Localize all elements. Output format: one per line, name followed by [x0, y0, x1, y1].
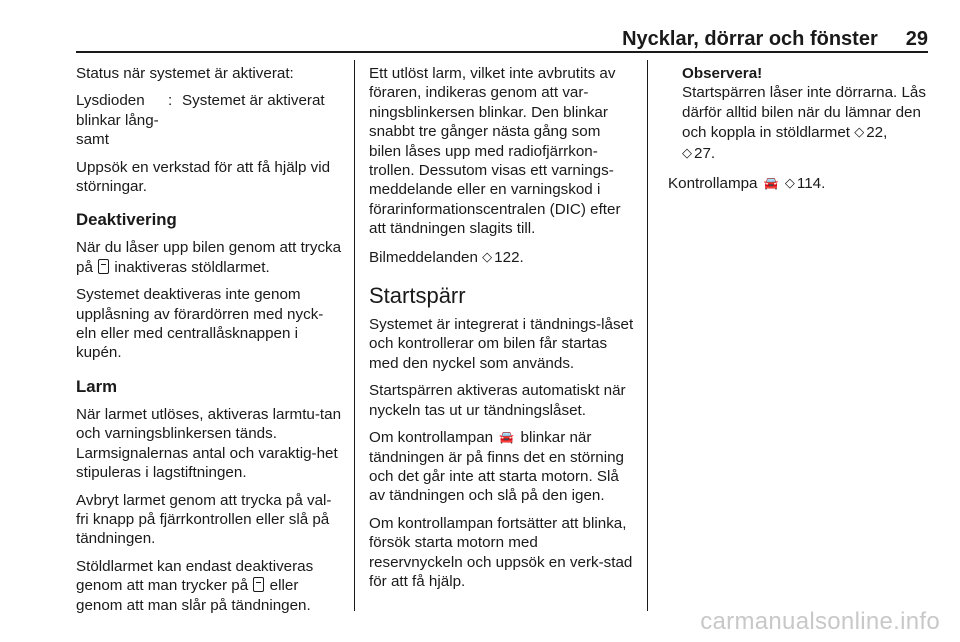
reference-arrow-icon: ◇: [682, 144, 692, 160]
note-text: Startspärren låser inte dörrarna. Lås därför alltid bilen när du lämnar den och koppla in stöldlarmet: [682, 84, 926, 142]
startsparr-paragraph-4: Om kontrollampan fortsätter att blinka, försök starta motorn med reservnyckeln och uppsök en verk-stad för att få hjälp.: [369, 514, 633, 590]
column-1: [76, 64, 342, 623]
column-divider-1: [354, 60, 355, 611]
kontrollampa-text: Kontrollampa: [668, 175, 758, 193]
column-2: [369, 64, 635, 599]
reference-arrow-icon: ◇: [854, 124, 865, 140]
kontrollampa-reference: [668, 173, 930, 193]
deact-text-a: När du låser upp bilen genom att trycka på: [76, 239, 342, 276]
heading-startsparr: Startspärr: [369, 283, 466, 309]
note-body: [682, 83, 930, 163]
larm-paragraph-1: När larmet utlöses, aktiveras larmtu-tan och varningsblinkersen tänds. Larmsignalernas antal och varaktig-het stipuleras i lagstiftningen.: [76, 405, 342, 482]
deact-text-b: inaktiveras stöldlarmet.: [114, 258, 270, 276]
column-3: [668, 64, 930, 201]
page-link-122[interactable]: 122.: [494, 248, 524, 266]
page-link-27[interactable]: 27.: [694, 144, 716, 162]
larm3-text-a: Stöldlarmet kan endast deaktiveras genom att man trycker på: [76, 557, 314, 595]
status-separator: :: [168, 92, 173, 110]
reference-arrow-icon: ◇: [482, 248, 493, 264]
status-intro: Status när systemet är aktiverat:: [76, 65, 294, 82]
site-watermark: carmanualsonline.info: [700, 608, 940, 635]
status-table-row: [76, 91, 342, 149]
startsparr-paragraph-2: Startspärren aktiveras automatiskt när nyckeln tas ut ur tändningslåset.: [369, 382, 626, 419]
heading-deaktivering: Deaktivering: [76, 210, 177, 230]
page-header: [76, 28, 928, 50]
note-title: Observera!: [682, 65, 763, 82]
header-rule: [76, 51, 928, 53]
larm3-text-b: eller genom att man slår på tändningen.: [76, 577, 311, 614]
heading-larm: Larm: [76, 376, 118, 396]
reference-arrow-icon: ◇: [784, 175, 795, 191]
immobilizer-lamp-icon: 🚘: [763, 176, 779, 191]
chapter-title: Nycklar, dörrar och fönster: [622, 28, 878, 50]
deact-paragraph-2: Systemet deaktiveras inte genom upplåsning av förardörren med nyck-eln eller med centrallåsknappen i kupén.: [76, 286, 324, 362]
larm-paragraph-2: Avbryt larmet genom att trycka på val-fri knapp på fjärrkontrollen eller slå på tändningen.: [76, 491, 332, 548]
column-divider-2: [647, 60, 648, 611]
startsparr-paragraph-3: [369, 428, 635, 506]
status-key: Lysdioden blinkar lång-samt: [76, 92, 159, 149]
page-link-22[interactable]: 22,: [866, 124, 888, 142]
startsparr-paragraph-1: Systemet är integrerat i tändnings-låset och kontrollerar om bilen får startas med den nyckel som används.: [369, 316, 634, 372]
page-number: 29: [905, 28, 928, 50]
bilmeddelanden-text: Bilmeddelanden: [369, 248, 478, 266]
status-value: Systemet är aktiverat: [182, 92, 325, 110]
sp3-text-a: Om kontrollampan: [369, 429, 494, 447]
bilmeddelanden-reference: [369, 247, 635, 267]
sp3-text-b: blinkar när tändningen är på finns det en störning och det går inte att starta motorn. Slå av tändningen och slå på den igen.: [369, 429, 624, 505]
alarm-triggered-paragraph: Ett utlöst larm, vilket inte avbrutits av föraren, indikeras genom att var-ningsblinkersen blinkar. Den blinkar snabbt tre gånger nästa gång som bilen låses upp med radiofjärrkon-trollen. Dessutom visas ett varnings-meddelande eller en varningskod i förarinformationscentralen (DIC) efter att tändningen slagits till.: [369, 65, 621, 238]
lock-key-icon: [98, 259, 109, 274]
larm-paragraph-3: [76, 557, 342, 615]
deact-paragraph-1: [76, 238, 342, 277]
workshop-paragraph: Uppsök en verkstad för att få hjälp vid störningar.: [76, 158, 331, 196]
immobilizer-lamp-icon: 🚘: [499, 430, 515, 445]
unlock-key-icon: [253, 577, 264, 592]
note-box: [668, 64, 930, 163]
page-link-114[interactable]: 114.: [796, 175, 826, 193]
